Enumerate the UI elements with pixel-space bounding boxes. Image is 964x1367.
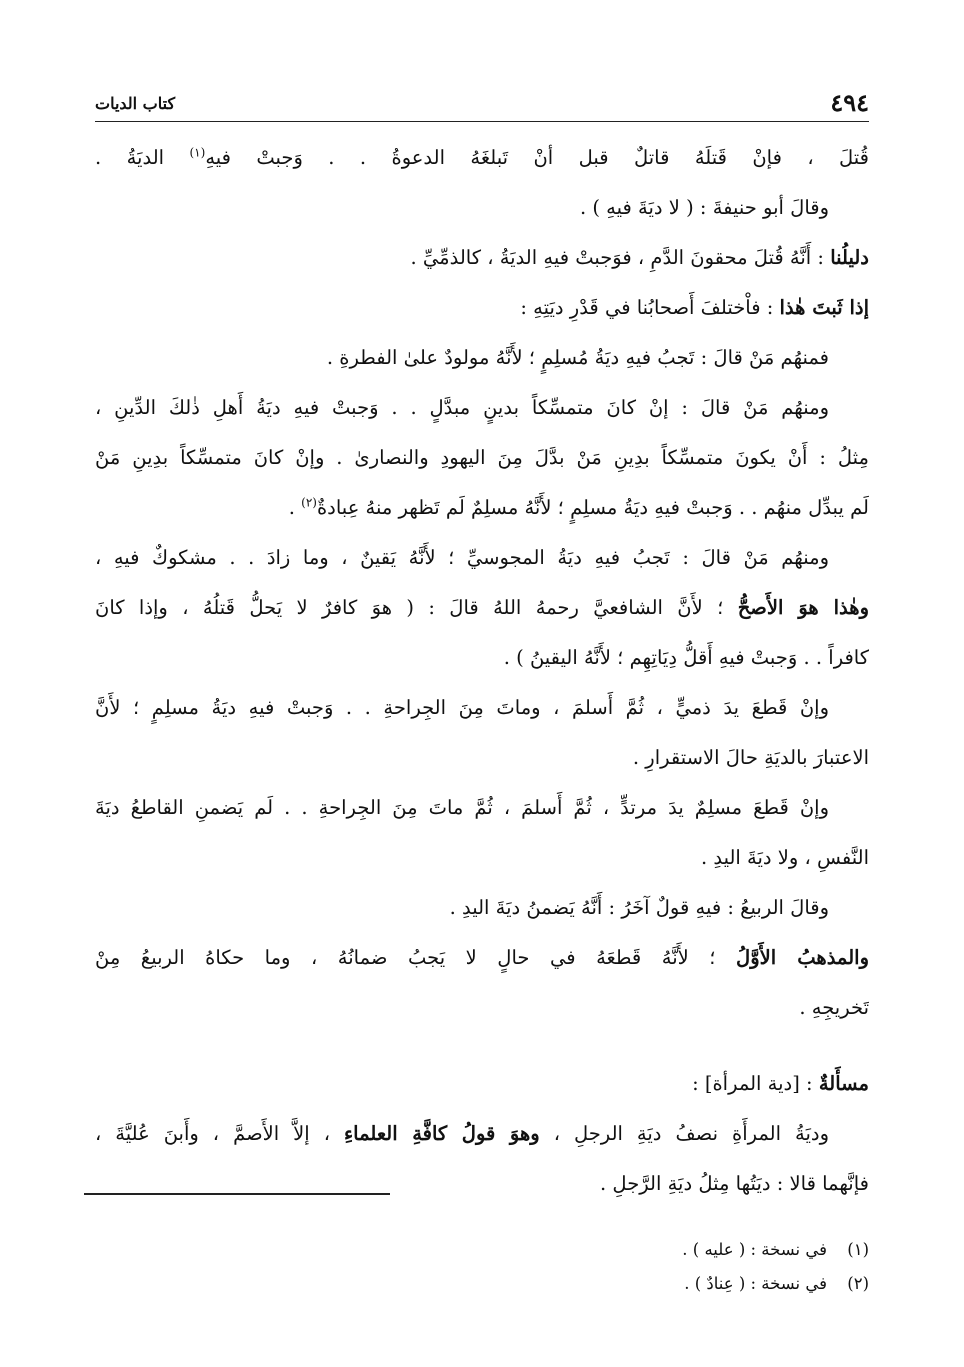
footnote-ref[interactable]: (٢) <box>301 495 317 510</box>
text-line: ومنهُم مَنْ قالَ : إنْ كانَ متمسِّكاً بدينٍ مبدَّلٍ . . وَجبتْ فيهِ ديَةُ أَهلِ ذٰلكَ الدِّينِ ، <box>95 396 829 419</box>
bold-term: والمذهبُ الأَوَّلُ <box>736 946 869 969</box>
text-line: وإنْ قَطعَ يدَ ذميٍّ ، ثُمَّ أَسلمَ ، وماتَ مِنَ الجِراحةِ . . وَجبتْ فيهِ ديَةُ مسلِمٍ ؛ لأَنَّ <box>95 696 829 719</box>
text-line: الاعتبارَ بالديَةِ حالَ الاستقرارِ . <box>632 746 869 769</box>
bold-term: دليلُنا <box>830 246 869 269</box>
text-line: وقالَ أبو حنيفةَ : ( لا ديَةَ فيهِ ) . <box>579 196 829 219</box>
text-line: تَخريجِهِ . <box>799 996 869 1019</box>
text-line: دليلُنا : أَنَّهُ قُتلَ محقونَ الدَّمِ ، فوَجبتْ فيهِ الديَةُ ، كالذمِّيِّ . <box>410 246 869 269</box>
footnote-text: في نسخة : ( عليه ) . <box>682 1240 827 1259</box>
text-line: لَم يبدِّل منهُم . . وَجبتْ فيهِ ديَةُ مسلِمٍ ؛ لأَنَّهُ مسلِمٌ لَم تَظهر منهُ عِبادةٌ$^{(٢)}$ . <box>288 495 869 519</box>
footnote-number: (١) <box>847 1240 869 1259</box>
footnote-text: في نسخة : ( عِنادٌ ) . <box>684 1274 827 1293</box>
footnote-divider <box>84 1193 390 1195</box>
text-line: قُتلَ ، فإنْ قَتلَهُ قاتلٌ قبل أنْ تَبلغَهُ الدعوةُ . . وَجبتْ فيهِ$^{(١)}$ الديَةُ . <box>95 145 869 169</box>
footnote <box>682 1267 869 1301</box>
text-line: كافراً . . وَجبتْ فيهِ أَقلُّ دِيَاتِهِم ؛ لأَنَّهُ اليقينُ ) . <box>503 646 869 669</box>
bold-term: مسأَلةٌ <box>818 1072 869 1095</box>
page-header <box>95 88 869 118</box>
text-line: وإنْ قَطعَ مسلِمٌ يدَ مرتدٍّ ، ثُمَّ أَسلمَ ، ثُمَّ ماتَ مِنَ الجِراحةِ . . لَم يَضمنِ القاطعُ ديَةَ <box>95 796 829 819</box>
running-title: كتاب الديات <box>95 94 176 113</box>
footnotes <box>682 1233 869 1301</box>
page-number: ٤٩٤ <box>830 88 869 117</box>
main-text <box>95 133 869 1209</box>
footnote <box>682 1233 869 1267</box>
text-line: إذا ثَبتَ هٰذا : فاْختلفَ أَصحابُنا في قَدْرِ ديَتِهِ : <box>520 296 869 319</box>
text-line: فمنهُم مَنْ قالَ : تَجبُ فيهِ ديَةُ مُسلِمٍ ؛ لأَنَّهُ مولودٌ علىٰ الفطرةِ . <box>326 346 829 369</box>
bold-term: وهوَ قولُ كافَّةِ العلماءِ <box>344 1122 540 1145</box>
text-line: ومنهُم مَنْ قالَ : تَجبُ فيهِ ديَةُ المجوسيِّ ؛ لأَنَّهُ يَقينٌ ، وما زادَ . . مشكوكٌ فيهِ ، <box>95 546 829 569</box>
footnote-ref[interactable]: (١) <box>189 145 206 160</box>
text-line: وهٰذا هوَ الأَصحُّ ؛ لأَنَّ الشافعيَّ رحمهُ اللهُ قالَ : ( هوَ كافرٌ لا يَحلُّ قَتلُهُ ، وإذا كانَ <box>95 596 869 619</box>
text-line: وديَةُ المرأَةِ نصفُ ديَةِ الرجلِ ، وهوَ قولُ كافَّةِ العلماءِ ، إلاَّ الأَصمَّ ، وأَبنَ عُليَّةَ ، <box>95 1122 830 1145</box>
bold-term: إذا ثَبتَ هٰذا <box>779 296 869 319</box>
bold-term: وهٰذا هوَ الأَصحُّ <box>737 596 869 619</box>
footnote-number: (٢) <box>847 1274 869 1293</box>
text-line: والمذهبُ الأَوَّلُ ؛ لأَنَّهُ قَطعَهُ في حالٍ لا يَجبُ ضمانُهُ ، وما حكاهُ الربيعُ مِنْ <box>95 946 869 969</box>
header-divider <box>95 121 869 122</box>
text-line: فإنَّهما قالا : ديَتُها مِثلُ ديَةِ الرَّجلِ . <box>600 1172 869 1195</box>
text-line: مِثلُ : أَنْ يكونَ متمسِّكاً بدِينِ مَنْ بدَّلَ مِنَ اليهودِ والنصارىٰ . وإنْ كانَ متمسِّكاً بدِينِ مَنْ <box>95 446 869 469</box>
section-heading: مسأَلةٌ : [دية المرأة] : <box>692 1072 869 1095</box>
text-line: النَّفسِ ، ولا ديَةَ اليدِ . <box>700 846 869 869</box>
text-line: وقالَ الربيعُ : فيهِ قولٌ آخَرُ : أَنَّهُ يَضمنُ ديَةَ اليدِ . <box>449 896 829 919</box>
